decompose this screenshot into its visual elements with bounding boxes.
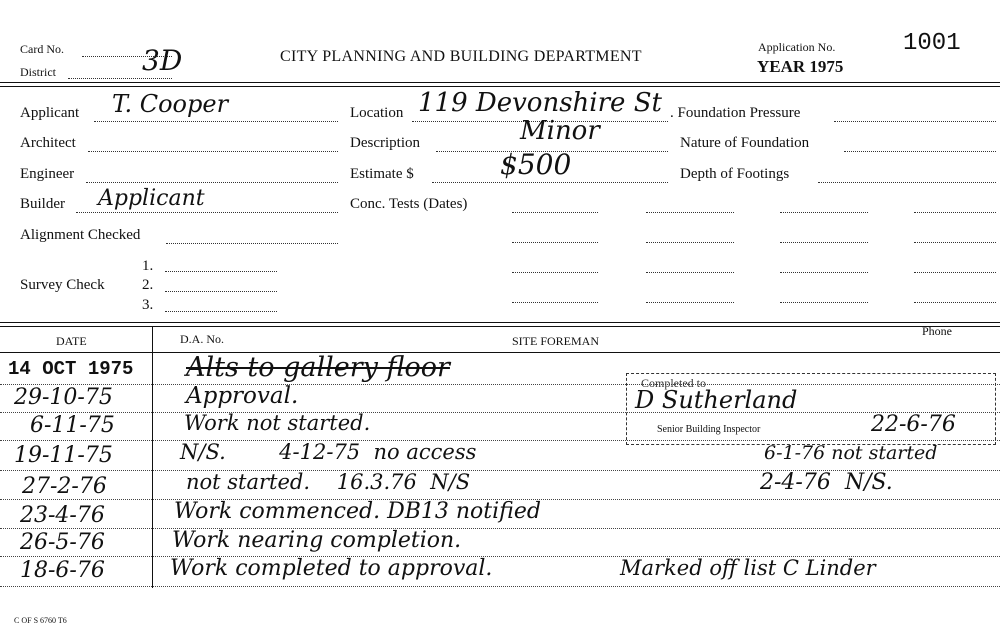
log-date-header: DATE — [56, 334, 87, 348]
year-label: YEAR 1975 — [757, 57, 844, 76]
log-entry-5: not started. 16.3.76 N/S — [186, 470, 471, 494]
conc-tests-label: Conc. Tests (Dates) — [350, 196, 468, 212]
log-date-3: 6-11-75 — [30, 413, 115, 438]
stamp-date: 22-6-76 — [871, 412, 956, 437]
log-entry-1: Alts to gallery floor — [186, 352, 450, 383]
depth-footings-label: Depth of Footings — [680, 166, 790, 182]
form-code: C OF S 6760 T6 — [14, 616, 67, 625]
survey-item-2: 2. — [142, 277, 154, 293]
log-date-1: 14 OCT 1975 — [8, 358, 134, 380]
log-entry-2: Approval. — [186, 383, 299, 409]
log-date-8: 18-6-76 — [20, 558, 105, 583]
alignment-label: Alignment Checked — [20, 227, 141, 243]
log-entry-6: Work commenced. DB13 notified — [174, 499, 541, 524]
architect-label: Architect — [20, 135, 76, 151]
log-entry-8: Work completed to approval. — [170, 556, 493, 581]
estimate-value: $500 — [500, 148, 572, 181]
card-no-label: Card No. — [20, 42, 64, 56]
date-column-divider — [152, 326, 153, 588]
log-extra-4: 6-1-76 not started — [764, 442, 938, 464]
card-no-value: 3D — [142, 44, 183, 77]
log-phone-header: Phone — [922, 324, 952, 338]
inspector-stamp — [626, 373, 996, 445]
log-date-5: 27-2-76 — [22, 474, 107, 499]
stamp-signature: D Sutherland — [635, 386, 798, 414]
stamp-line1: Completed to — [641, 376, 706, 390]
location-value: 119 Devonshire St — [418, 88, 662, 118]
foundation-pressure-label: . Foundation Pressure — [670, 105, 801, 121]
district-label: District — [20, 65, 56, 79]
department-title: CITY PLANNING AND BUILDING DEPARTMENT — [280, 48, 642, 65]
application-no-label: Application No. — [758, 40, 836, 54]
description-label: Description — [350, 135, 420, 151]
estimate-label: Estimate $ — [350, 166, 414, 182]
log-date-6: 23-4-76 — [20, 503, 105, 528]
survey-item-1: 1. — [142, 258, 154, 274]
log-entry-4: N/S. 4-12-75 no access — [180, 440, 477, 464]
nature-foundation-label: Nature of Foundation — [680, 135, 810, 151]
stamp-line2: Senior Building Inspector — [657, 424, 761, 435]
log-extra-8: Marked off list C Linder — [620, 556, 876, 580]
engineer-label: Engineer — [20, 166, 75, 182]
log-date-2: 29-10-75 — [14, 385, 113, 410]
log-date-7: 26-5-76 — [20, 530, 105, 555]
location-label: Location — [350, 105, 404, 121]
survey-item-3: 3. — [142, 297, 154, 313]
applicant-value: T. Cooper — [112, 90, 229, 118]
foundation-pressure-text: Foundation Pressure — [677, 105, 801, 121]
log-entry-7: Work nearing completion. — [172, 528, 462, 553]
log-extra-5: 2-4-76 N/S. — [760, 470, 893, 495]
builder-label: Builder — [20, 196, 65, 212]
log-date-4: 19-11-75 — [14, 443, 113, 468]
survey-check-label: Survey Check — [20, 277, 105, 293]
description-value: Minor — [520, 116, 600, 146]
log-da-header: D.A. No. — [180, 332, 224, 346]
builder-value: Applicant — [98, 186, 205, 211]
log-entry-3: Work not started. — [184, 411, 371, 435]
applicant-label: Applicant — [20, 105, 80, 121]
log-foreman-header: SITE FOREMAN — [512, 334, 600, 348]
application-no: 1001 — [903, 30, 961, 57]
